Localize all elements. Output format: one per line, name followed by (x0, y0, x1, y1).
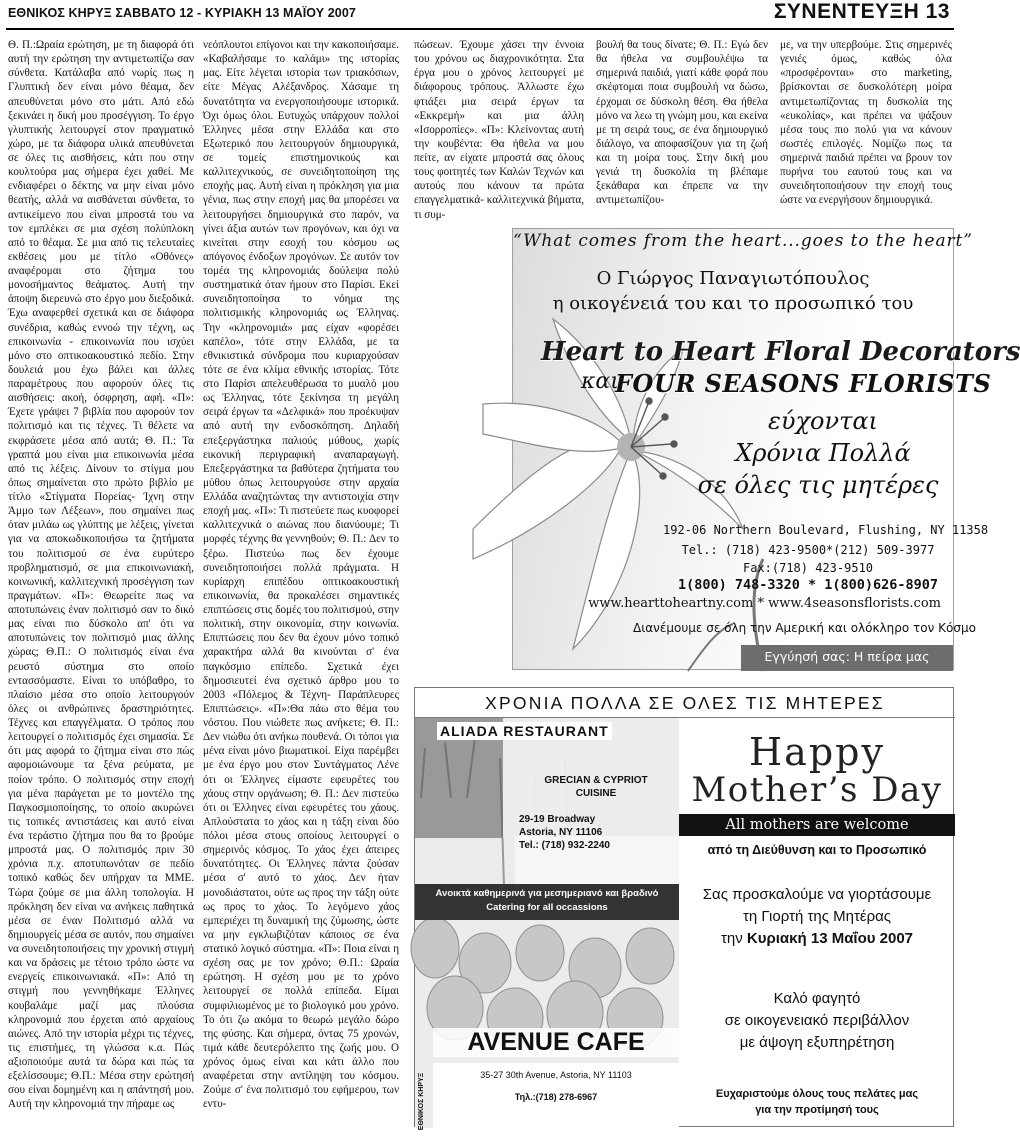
invite-line-3 (679, 930, 955, 947)
article-column-5 (780, 38, 952, 224)
slogan: “What comes from the heart...goes to the heart” (513, 231, 973, 251)
cafe-address: 35-27 30th Avenue, Astoria, NY 11103 (480, 1070, 632, 1080)
wish-line-3: σε όλες τις μητέρες (697, 471, 939, 499)
mothers-day-advertisement (414, 687, 954, 1131)
article-column-4 (596, 38, 768, 224)
and-word: και (581, 369, 619, 394)
delivery-note: Διανέμουμε σε όλη την Αμερική και ολόκληρο τον Κόσμο (633, 621, 976, 635)
column-text: βουλή θα τους δίνατε; Θ. Π.: Εγώ δεν θα ήθελα να συμβουλέψω τα σημερινά παιδιά, γιατί κάθε φορά που σκέφτομαι ποια συμβουλή να δώσω, έρχομαι σε δύσκολη θέση. Θα ήθελα μόνο να λεω τη γνώμη μου, και εκείνα με τη σειρά τους, σε ένα δημιουργικό διάλογο, να αποφασίζουν για τη ζωή και τη μοίρα τους. Στην δική μου γενιά τη δυσκολία τη βλέπαμε ξεκάθαρα και έπρεπε να την αντιμετωπίζου- (596, 39, 768, 207)
cafe-name: AVENUE CAFE (433, 1028, 679, 1057)
food-line-3: με άψογη εξυπηρέτηση (739, 1034, 895, 1051)
from-management: από τη Διεύθυνση και το Προσωπικό (707, 843, 927, 857)
food-line-1: Καλό φαγητό (773, 990, 861, 1007)
thanks-line-1: Ευχαριστούμε όλους τους πελάτες μας (715, 1088, 919, 1100)
section-title: ΣΥΝΕΝΤΕΥΞΗ 13 (773, 0, 950, 23)
invite-line-2: τη Γιορτή της Μητέρας (742, 908, 892, 925)
toll-free-numbers: 1(800) 748-3320 * 1(800)626-8907 (677, 577, 939, 593)
wish-line-1: εύχονται (768, 407, 878, 435)
welcome-strip: All mothers are welcome (679, 814, 955, 836)
column-text: με, να την υπερβούμε. Στις σημερινές γενιές όμως, καθώς όλα «προσφέρονται» στο marketing, βρίσκονται σε δυσκολότερη μοίρα αντιμετωπίζοντας τη δυσκολία της «ευκολίας», και πρέπει να ψάξουν μέσα τους πιο πολύ για να κάνουν σωστές επιλογές. Νομίζω πως τα σημερινά παιδιά πρέπει να βρουν τον πυρήνα του εαυτού τους και να συνειδητοποιήσουν την εποχή τους ώστε να ενεργήσουν δημιουργικά. (780, 39, 952, 207)
article-column-1 (8, 38, 194, 1130)
mothers-day-title: Mother’s Day (691, 770, 943, 810)
wish-line-2: Χρόνια Πολλά (735, 439, 911, 467)
restaurant-address-1: 29-19 Broadway (519, 814, 596, 825)
mothers-day-banner: ΧΡΟΝΙΑ ΠΟΛΛΑ ΣΕ ΟΛΕΣ ΤΙΣ ΜΗΤΕΡΕΣ (415, 688, 955, 718)
catering-note: Catering for all occassions (486, 902, 608, 913)
restaurant-name: ALIADA RESTAURANT (437, 722, 612, 740)
header-rule (6, 28, 954, 30)
opening-hours: Ανοικτά καθημερινά για μεσημεριανό και βραδινό (435, 888, 659, 899)
cafe-phone: Τηλ.:(718) 278-6967 (514, 1092, 598, 1102)
restaurant-panel (415, 718, 679, 1131)
fax: Fax:(718) 423-9510 (742, 561, 874, 575)
invite-prefix: την (720, 930, 743, 947)
business-name-1: Heart to Heart Floral Decorators (541, 337, 1020, 367)
owners-line-1: Ο Γιώργος Παναγιωτόπουλος (596, 268, 870, 289)
telephone: Tel.: (718) 423-9500*(212) 509-3977 (681, 543, 935, 557)
column-text: νεόπλουτοι επίγονοι και την κακοποιήσαμε. «Καβαλήσαμε το καλάμι» της ιστορίας μας. Είτε λέγεται ιστορία των τριακόσιων, είτε Μέγας Αλέξανδρος. Χάσαμε τη δυνατότητα να ενεργοποιήσουμε ιστορικά. Όχι όμως όλοι. Ευτυχώς υπάρχουν πολλοί Έλληνες μέσα στην Ελλάδα και στο Εξωτερικό που λειτουργούν δημιουργικά, σε τομείς επιστημονικούς και καλλιτεχνικούς, σε συνειδητοποίηση της εποχής μας. Αυτή είναι η πρόκληση για μια γένια, πως στην εποχή μας θα μπορέσει να λειτουργήσει δημιουργικά στο παρόν, να γίνει άξια αυτών των προγόνων, και όχι να κινείται στην εσοχή του κόσμου ως απόγονος ένδοξων προγόνων. Σε αυτόν τον τομέα της κληρονομιάς δούλεψα πολύ συστηματικά όταν ήμουν στο Παρίσι. Εκεί συνειδητοποίησα το νόημα της πολιτισμικής κληρονομιάς ως Έλληνας. Την «κληρονομιά» μας είχαν «φορέσει καπέλο», τότε στην Ελλάδα, με τα εθνικιστικά σύνδρομα που κυριαρχούσαν τότε σε ένα κλίμα εθνικής ιστορίας. Τότε στο Παρίσι απελευθέρωσα το μυαλό μου ως Έλληνας, τότε ξεκίνησα τη μεγάλη σειρά έργων τα «Δελφικά» που προέκυψαν από αυτή την ενδοσκόπηση. Δηλαδή επεξεργάστηκα παλιούς μύθους, χωρίς εικονική περιγραφική αναπαραγωγή. Επεξεργάστηκα τα βαθύτερα ζητήματα του μύθου όπως λειτουργούσε στην αρχαία Ελλάδα αναζητώντας την αντιστοιχία στην εποχή μας. «Π»: Τι πιστεύετε πως κυοφορεί καλλιτεχνικά ο αιώνας που διανύουμε; Τι μορφές τέχνης θα γεννηθούν; Θ. Π.: Δεν το ξέρω. Πιστεύω πως δεν έχουμε συνειδητοποιήσει πολλά πράγματα. Η κυρίαρχη επιπέδου οπτικοακουστική επικοινωνία, θα προκαλέσει σημαντικές επιπτώσεις στις δομές του πολιτισμού, στην πολιτική, στην οικονομία, στην κοινωνία. Επιπτώσεις που δεν θα έχουν μόνο τοπικό χαρακτήρα αλλά θα κινούνται σ' ένα παγκόσμιο επίπεδο. Σχετικά έχει δημοσιευτεί ένα σχετικό άρθρο μου το 2003 «Πόλεμος & Τέχνη- Παράπλευρες Επιπτώσεις». «Π»:Θα πάω στο θέμα του νόστου. Που νιώθετε πως ανήκετε; Θ. Π.: Δεν νιώθω ότι ανήκω πουθενά. Οι τόποι για μένα είναι μόνο βιωματικοί. Είχα παρέμβει με ένα έργο μου στον Συντάγματος Λένε ότι οι Έλληνες είμαστε εφευρέτες του χάους στην οργάνωση; Θ. Π.: Δεν πιστεύω ότι οι Έλληνες είναι εφευρέτες του χάους. Απλούστατα το χάος και η τάξη είναι δύο πόλοι μέσα στους οποίους λειτουργεί ο σημερινός κόσμος. Το χάος έχει άπειρες δυνατότητες. Οι Έλληνες πάντα ζούσαν μέσα σ' αυτό το χάος. Δεν ήταν μονοδιάστατοι, ούτε ως προς την τάξη ούτε ως προς το χάος. Το λεγόμενο χάος εμπεριέχει τη δυναμική της ζύμωσης, ώστε να μην εγκλωβιζόταν κάποιος σε ένα στατικό λογικό σύστημα. «Π»: Ποια είναι η σχέση σας με τον χρόνο; Θ.Π.: Ωραία ερώτηση. Η σχέση μου με το χρόνο λειτουργεί σε πολλά επίπεδα. Είμαι συμφιλιωμένος με το βιολογικό μου χρόνο. Το ότι ζω ακόμα το θεωρώ μεγάλο δώρο της φύσης. Και σήμερα, όντας 75 χρονών, τιμά κάθε δευτερόλεπτο της ζωής μου. Ο χρόνος όμως είναι και κάτι άλλο που αναφέρεται στην αντίληψη του κόσμου. Ζούμε σ' ένα πολιτισμό του εφήμερου, των εντυ- (203, 39, 399, 1111)
websites[interactable]: www.hearttoheartny.com * www.4seasonsflorists.com (588, 596, 941, 611)
business-name-2: FOUR SEASONS FLORISTS (615, 369, 992, 398)
florist-advertisement (512, 228, 1020, 670)
guarantee-box: Εγγύησή σας: Η πείρα μας (741, 645, 953, 671)
article-column-3 (414, 38, 584, 224)
food-line-2: σε οικογενειακό περιβάλλον (724, 1012, 910, 1029)
publication-tag: ΕΘΝΙΚΟΣ ΚΗΡΥΞ (418, 1072, 426, 1131)
cuisine-label: GRECIAN & CYPRIOT CUISINE (544, 775, 648, 799)
address: 192-06 Northern Boulevard, Flushing, NY 11358 (663, 523, 989, 537)
column-text: πώσεων. Έχουμε χάσει την έννοια του χρόνου ως διαχρονικότητα. Στα έργα μου ο χρόνος λειτουργεί με διάφορους τρόπους. Άλλωστε έχω φτιάξει μια σειρά έργων τα «Εκκρεμή» και μια άλλη «Ισορροπίες». «Π»: Κλείνοντας αυτή την κουβέντα: Θα ήθελα να μου πείτε, αν είχατε μπροστά σας όλους τους φοιτητές των Καλών Τεχνών και αυτούς που κάνουν τα πρώτα επαγγελματικά- καλλιτεχνικά βήματα, τι συμ- (414, 39, 584, 221)
restaurant-address-2: Astoria, NY 11106 (519, 827, 603, 838)
happy-title: Happy (749, 730, 885, 774)
column-text: Θ. Π.:Ωραία ερώτηση, με τη διαφορά ότι αυτή την ερώτηση την αντιμετωπίζω σαν σύνθετα. Κατάλαβα από νωρίς πως η Γλυπτική δεν είναι μόνο θέαμα, δεν απευθύνεται μόνο στο μάτι. Από εδώ ξεκινάει η δική μου προσέγγιση. Το έργο γλυπτικής λειτουργεί στον πραγματικό χώρο, με τα διάφορα υλικά απευθύνεται σε όλες τις αισθήσεις, κάτι που στην κουλτούρα μας σήμερα έχει χαθεί. Με ενδιαφέρει ο δέκτης να μην είναι μόνο θεατής, αλλά να αισθάνεται σύνθετα, το αντικείμενο που είναι μπροστά του να τον εμπλέκει σε μια σχέση πολύπλοκη από το θέαμα. Σε μια από τις τελευταίες εκθέσεις μου με τίτλο «Οθόνες» αναφέρομαι στο ζήτημα του μονοσήμαντος θεάματος. Αυτή την άποψη διερευνώ στο έργο μου διεξοδικά. Έχω αναφερθεί σχετικά και σε διάφορα συνέδρια, καθώς εννοώ την τέχνη, ως επικοινωνία - επικοινωνία που ισχύει μόνο στο οπτικοακουστικό πεδίο. Στην δουλειά μου έχω βάλει και άλλες παραμέτρους που αφορούν όλες τις αισθήσεις: ακοή, όσφρηση, αφή. «Π»: Έχετε γράψει 7 βιβλία που αφορούν τον πολιτισμό και τις τέχνες. Τι θέλετε να εκφράσετε μέσα από αυτά; Θ. Π.: Τα γραπτά μου είναι μια επικοινωνία μέσα από τις λέξεις. Δίνουν το στίγμα μου όπως σημαίνεται στο πρώτο βιβλίο με τίτλο «Στίγματα Πορείας- Ίχνη στην Άμμο των Λέξεων», που σημαίνει πως όταν μιλάω ως γλύπτης με λέξεις, γίνεται για να αποκωδικοποιήσω τα ζητήματα του πολιτισμού σε ένα ευρύτερο προβληματισμό, σε μια επικοινωνιακή, κοινωνική, καλλιτεχνική προσέγγιση των πραγμάτων. «Π»: Θεωρείτε πως να αποτυπώνεις έναν πολιτισμό σαν το δικό μας είναι πιο δύσκολο απ' ότι να αποτυπώνεις τον πολιτισμό μιας άλλης χώρας; Θ.Π.: Ο πολιτισμός είναι ένα ρευστό σύστημα στο οποίο εντασσόμαστε. Είναι το υπόβαθρο, το πλαίσιο μέσα στο οποίο λειτουργούν όλες οι ανθρώπινες δραστηριότητες. Τέχνες και επαγγέλματα. Ο τρόπος που λειτουργεί ο πολιτισμός έχει σημασία. Σε ότι μας αφορά το ζήτημα είναι στο πώς αφομοιώνουμε τα ξένα ρεύματα, με ποίον τρόπο. Ο πολιτισμός στην εποχή για μένα παράγεται με το μοντέλο της Παγκοσμιοποίησης, το οποίο ακυρώνει τις τοπικές αντιστάσεις και αυτό είναι ένα τεράστιο ζήτημα που θα το βρούμε μπροστά μας. Ο πολιτισμός πριν 30 χρόνια π.χ. αποτυπωνόταν σε πεδίο τοπικό καθώς δεν υπήρχαν τα ΜΜΕ. Τώρα ζούμε σε μια άλλη τοπολογία. Η πρόκληση δεν είναι να ανήκεις παθητικά μέσα σε έναν Πολιτισμό αλλά να δημιουργείς μέσα σε αυτόν, που σημαίνει να συνειδητοποιήσεις την χρονική στιγμή και να δράσεις με τέτοιο τρόπο ώστε να ενεργείς επικοινωνιακά. «Π»: Από τη στιγμή που γεννηθήκαμε Έλληνες κουβαλάμε μαζί μας πλούσια κληρονομιά που έρχεται από αρχαίους αιώνες. Από την ιστορία μέχρι τις τέχνες, τις επιστήμες, τη γλώσσα κ.α. Πώς αξιοποιούμε αυτά τα δώρα και πώς τα εξελίσσουμε; Θ.Π.: Μέσα στην ερώτησή σου είναι δομημένη και η απάντησή μου. Αυτή την κληρονομιά την πήραμε ως (8, 39, 194, 1111)
thanks-line-2: για την προτίμησή τους (755, 1104, 879, 1116)
article-column-2 (203, 38, 399, 1130)
owners-line-2: η οικογένειά του και το προσωπικό του (552, 293, 914, 314)
event-date: Κυριακή 13 Μαΐου 2007 (746, 930, 914, 947)
invite-line-1: Σας προσκαλούμε να γιορτάσουμε (702, 886, 932, 903)
restaurant-phone: Tel.: (718) 932-2240 (519, 840, 610, 851)
masthead-date: ΕΘΝΙΚΟΣ ΚΗΡΥΞ ΣΑΒΒΑΤΟ 12 - ΚΥΡΙΑΚΗ 13 ΜΑΪΟΥ 2007 (8, 6, 356, 20)
invitation-panel (679, 718, 955, 1128)
